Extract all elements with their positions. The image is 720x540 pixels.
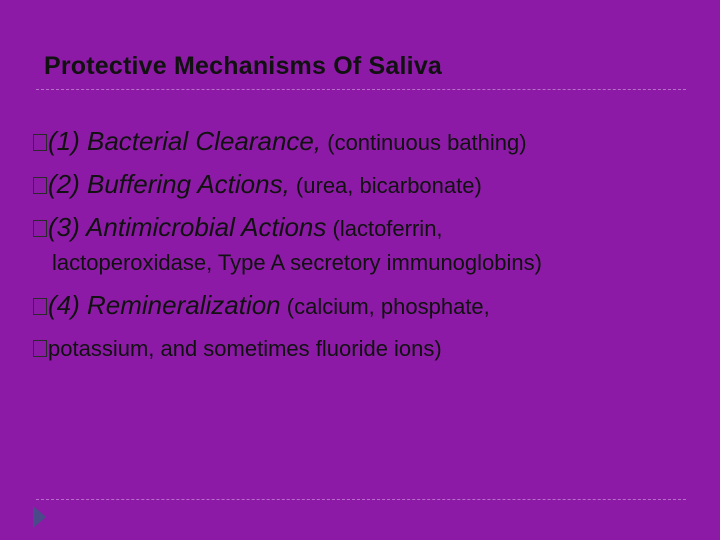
list-item-potassium [33,334,442,364]
bullet-icon [33,177,47,194]
play-triangle-icon[interactable] [33,506,46,528]
item-number: (2) [48,169,80,199]
bullet-icon [33,220,47,237]
list-item-continuation: lactoperoxidase, Type A secretory immunoglobins) [52,250,542,275]
item-term: Remineralization [79,290,281,320]
item-detail: (lactoferrin, [326,216,443,241]
item-number: (1) [48,126,80,156]
top-divider [36,89,686,90]
list-item-remineralization [33,290,490,322]
item-term: Bacterial Clearance, [79,126,322,156]
list-item-bacterial-clearance [33,126,527,158]
bottom-divider [36,499,686,500]
item-detail: (continuous bathing) [321,130,527,155]
bullet-icon [33,298,47,315]
item-term: Antimicrobial Actions [79,212,327,242]
item-number: (4) [48,290,80,320]
item-term: Buffering Actions, [79,169,290,199]
bullet-icon [33,340,47,357]
bullet-icon [33,134,47,151]
item-number: (3) [48,212,80,242]
list-item-buffering-actions [33,169,482,201]
item-detail: (calcium, phosphate, [280,294,490,319]
item-text: potassium, and sometimes fluoride ions) [48,336,442,361]
item-detail: (urea, bicarbonate) [289,173,482,198]
slide-title: Protective Mechanisms Of Saliva [44,52,443,80]
list-item-antimicrobial-actions [33,212,443,244]
